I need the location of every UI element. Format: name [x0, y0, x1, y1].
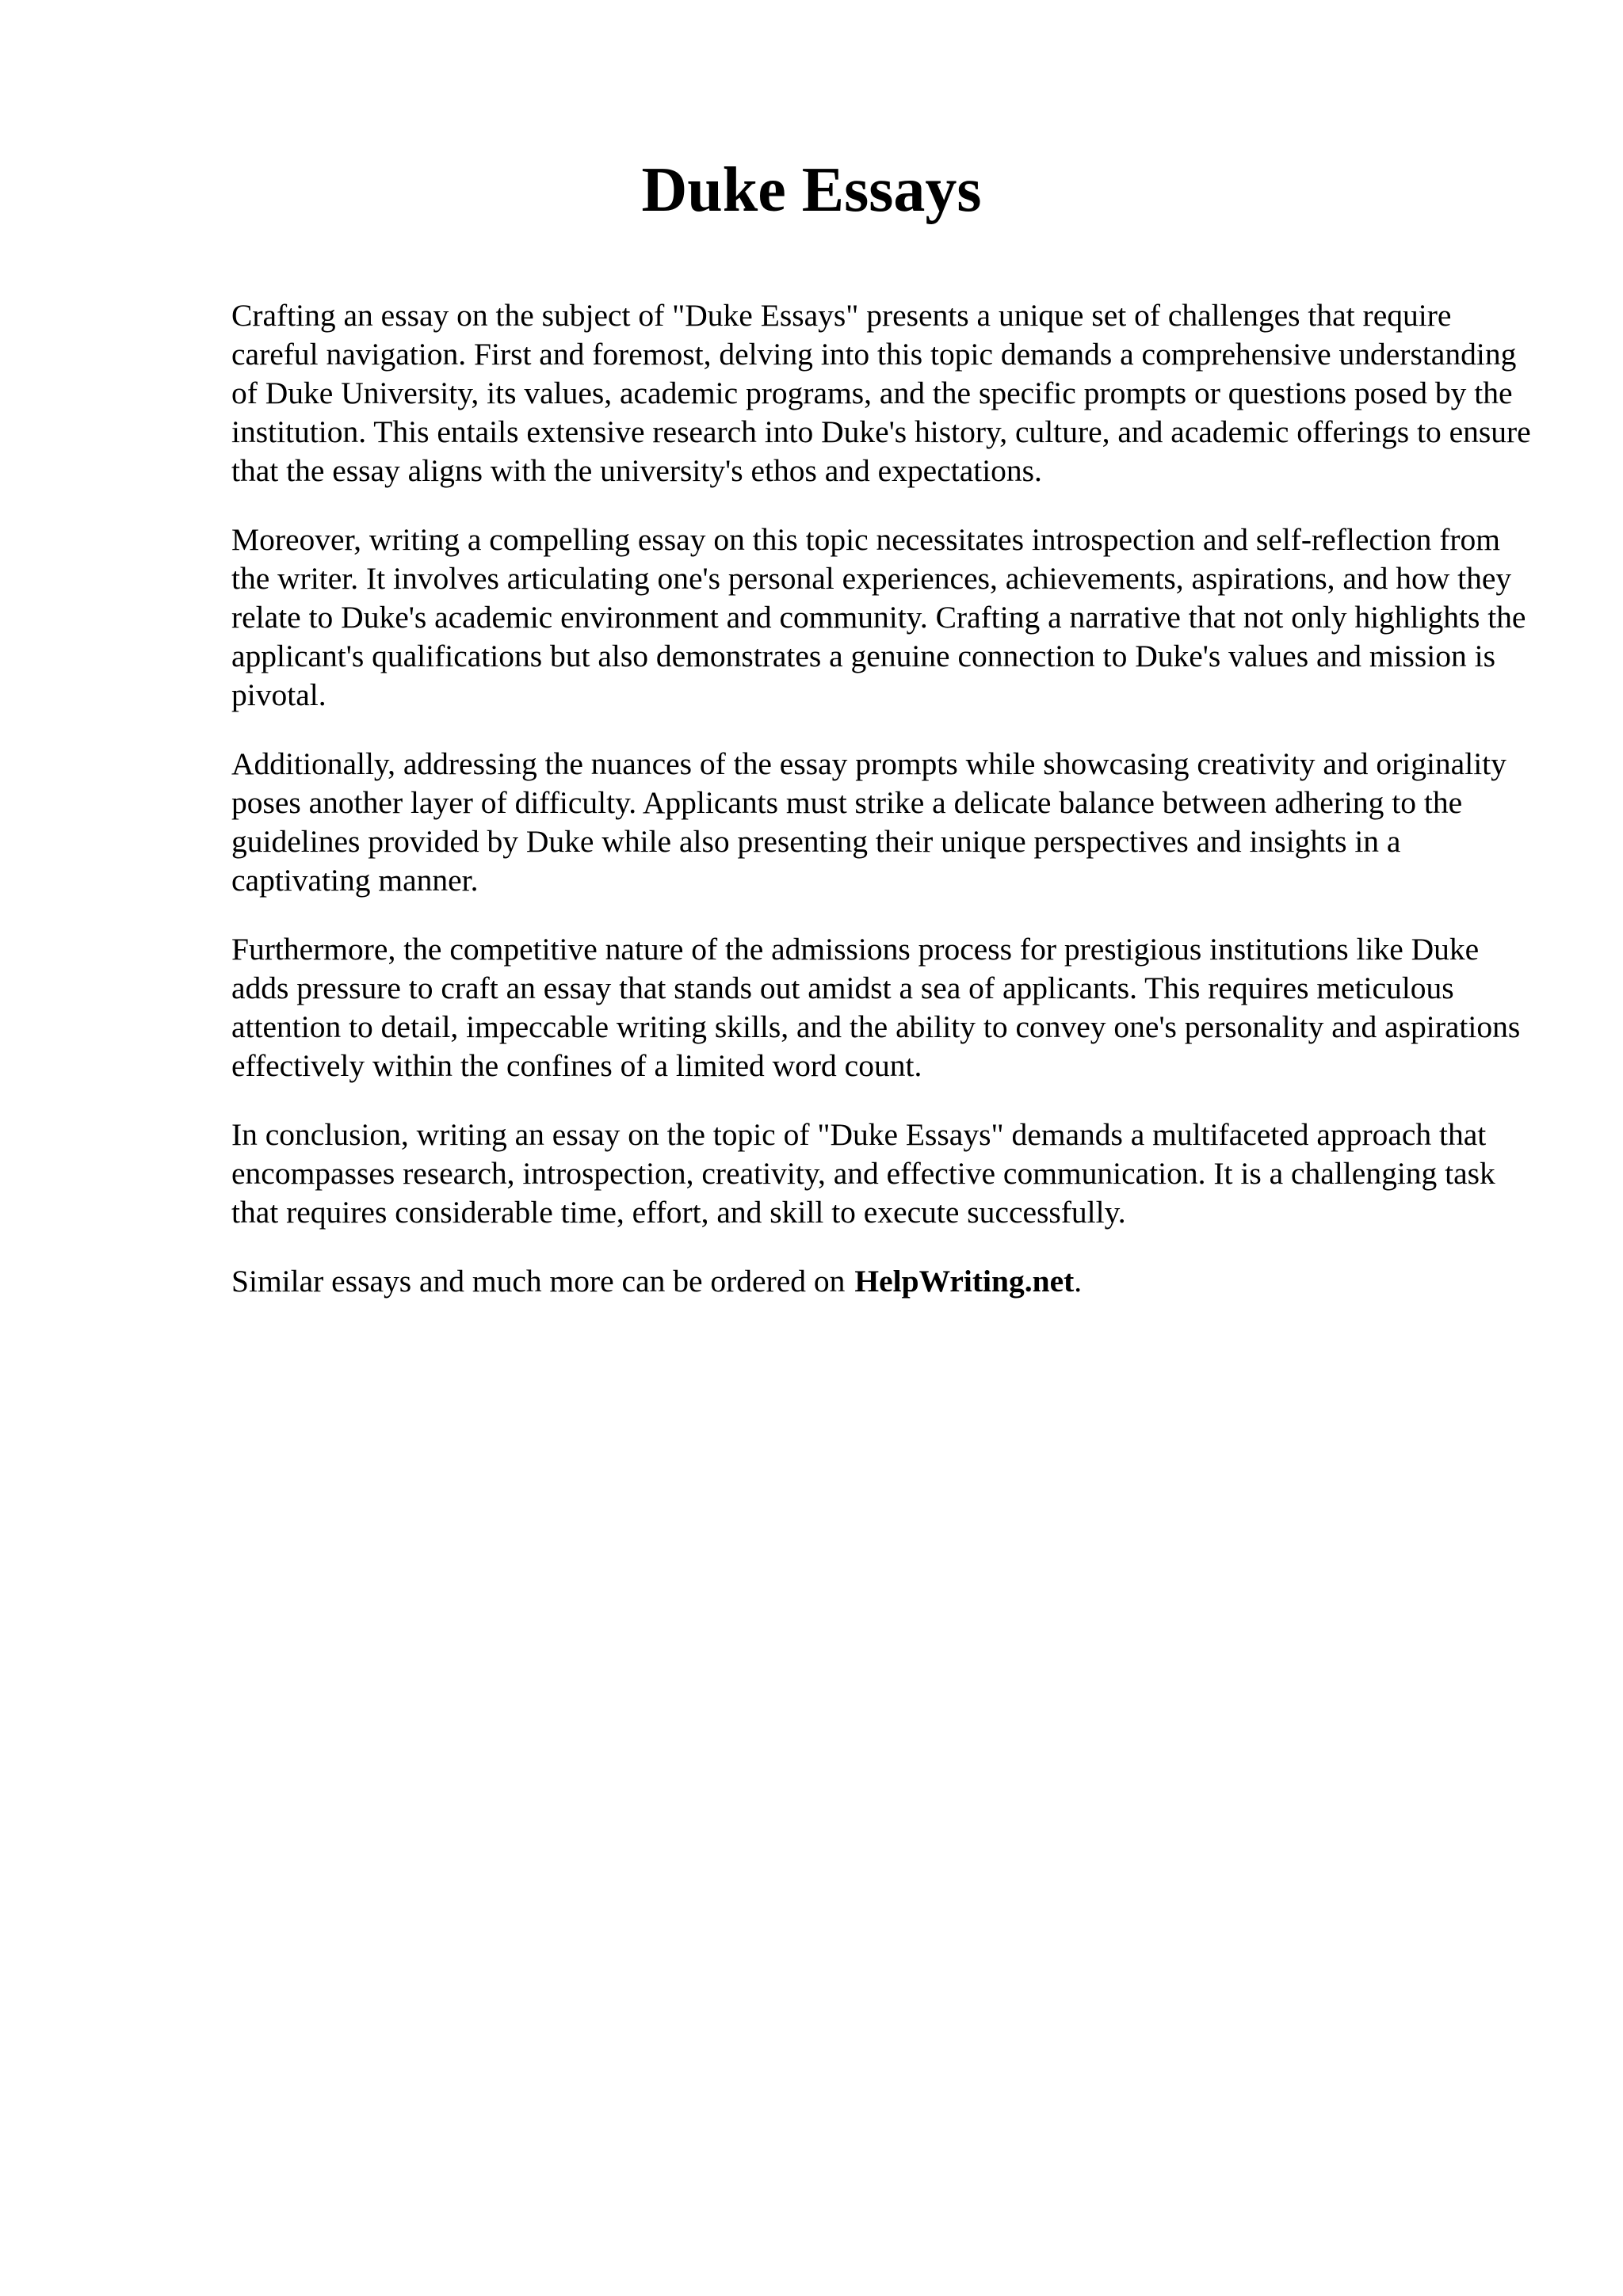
page-title: Duke Essays [641, 155, 982, 225]
footer-prefix: Similar essays and much more can be ordered on [231, 1264, 846, 1299]
paragraph-1: Crafting an essay on the subject of "Duke Essays" presents a unique set of challenges that require careful navigation. First and foremost, delving into this topic demands a comprehensive understanding of Duke University, its values, academic programs, and the specific prompts or questions posed by the institution. This entails extensive research into Duke's history, culture, and academic offerings to ensure that the essay aligns with the university's ethos and expectations. [231, 298, 1531, 488]
essay-body [231, 296, 1531, 1331]
paragraph-3: Additionally, addressing the nuances of the essay prompts while showcasing creativity and originality poses another layer of difficulty. Applicants must strike a delicate balance between adhering to the guidelines provided by Duke while also presenting their unique perspectives and insights in a captivating manner. [231, 746, 1507, 898]
paragraph-2: Moreover, writing a compelling essay on this topic necessitates introspection and self-reflection from the writer. It involves articulating one's personal experiences, achievements, aspirations, and how they relate to Duke's academic environment and community. Crafting a narrative that not only highlights the applicant's qualifications but also demonstrates a genuine connection to Duke's values and mission is pivotal. [231, 522, 1526, 712]
paragraph-4: Furthermore, the competitive nature of the admissions process for prestigious institutions like Duke adds pressure to craft an essay that stands out amidst a sea of applicants. This requires meticulous attention to detail, impeccable writing skills, and the ability to convey one's personality and aspirations effectively within the confines of a limited word count. [231, 932, 1521, 1083]
footer-line [231, 1262, 1531, 1301]
helpwriting-link[interactable]: HelpWriting.net [854, 1264, 1075, 1299]
paragraph-5: In conclusion, writing an essay on the topic of "Duke Essays" demands a multifaceted approach that encompasses research, introspection, creativity, and effective communication. It is a challenging task that requires considerable time, effort, and skill to execute successfully. [231, 1117, 1495, 1230]
footer-suffix: . [1074, 1264, 1083, 1299]
